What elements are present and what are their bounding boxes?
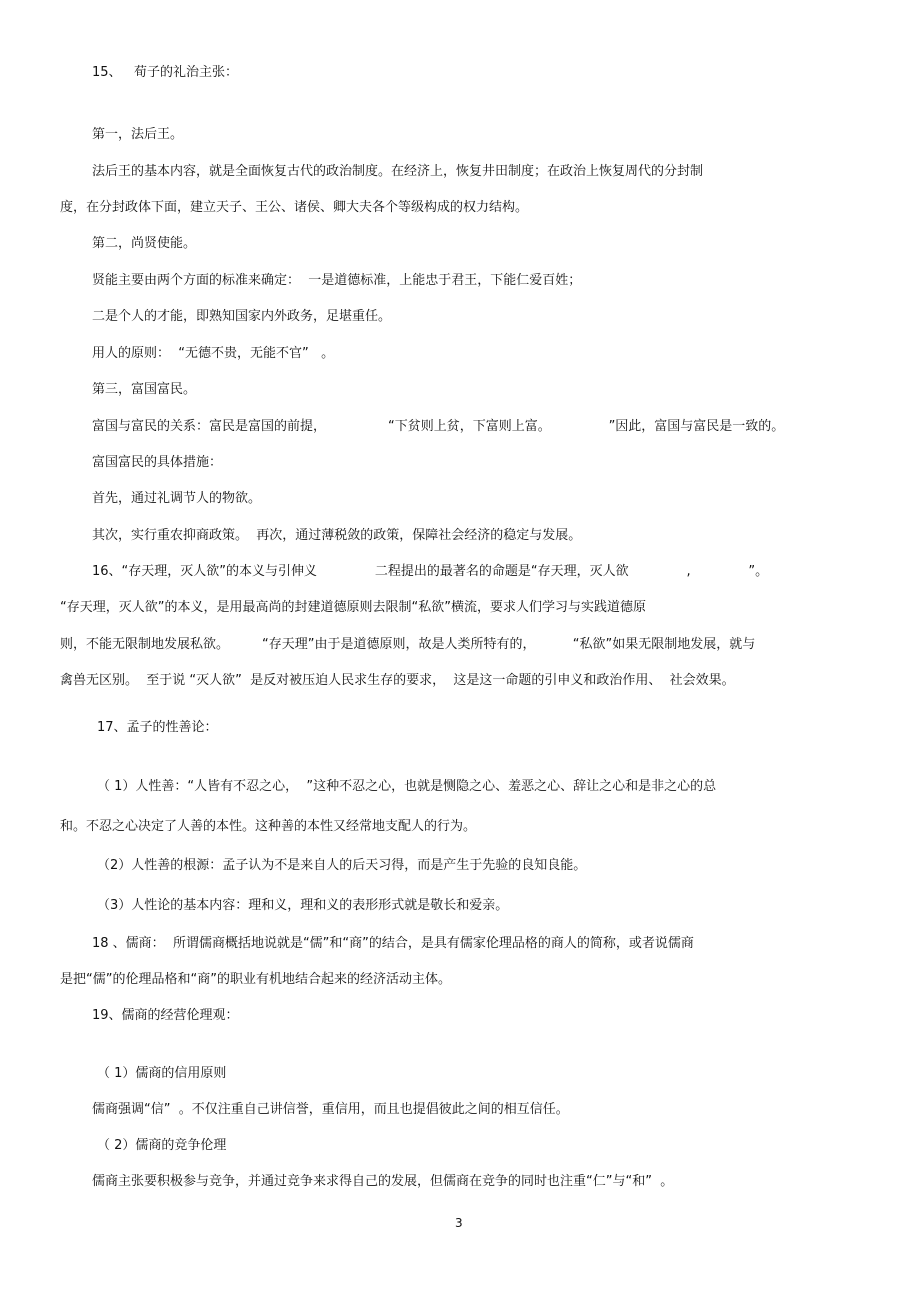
text-line: 儒商强调“信” 。不仅注重自己讲信誉，重信用，而且也提倡彼此之间的相互信任。	[92, 1102, 569, 1117]
text-line: “存天理，灭人欲”的本义，是用最高尚的封建道德原则去限制“私欲”横流，要求人们学习与实践道德原	[60, 600, 646, 615]
text-line: 富国与富民的关系：富民是富国的前提， “下贫则上贫，下富则上富。 ”因此，富国与富民是一致的。	[92, 419, 785, 434]
text-line: 第三，富国富民。	[92, 382, 197, 397]
text-line: 第一，法后王。	[92, 127, 184, 142]
text-line: 用人的原则： “无德不贵，无能不官” 。	[92, 346, 335, 361]
heading-16: 16、“存天理，灭人欲”的本义与引伸义 二程提出的最著名的命题是“存天理，灭人欲 , ”。	[92, 564, 769, 579]
text-line: （ 2）儒商的竞争伦理	[97, 1138, 227, 1153]
text-line: 二是个人的才能，即熟知国家内外政务，足堪重任。	[92, 309, 392, 324]
heading-17: 17、孟子的性善论：	[97, 720, 218, 735]
text-line: （ 1）人性善：“人皆有不忍之心， ”这种不忍之心，也就是恻隐之心、羞恶之心、辞让之心和是非之心的总	[97, 779, 717, 794]
text-line: 则，不能无限制地发展私欲。 “存天理”由于是道德原则，故是人类所特有的， “私欲”如果无限制地发展，就与	[60, 637, 756, 652]
text-line: 第二，尚贤使能。	[92, 236, 197, 251]
text-line: 儒商主张要积极参与竞争，并通过竞争来求得自己的发展，但儒商在竞争的同时也注重“仁”与“和” 。	[92, 1174, 674, 1189]
text-line: 法后王的基本内容，就是全面恢复古代的政治制度。在经济上，恢复井田制度；在政治上恢复周代的分封制	[92, 164, 704, 179]
text-line: （ 1）儒商的信用原则	[97, 1066, 227, 1081]
heading-18: 18 、儒商： 所谓儒商概括地说就是“儒”和“商”的结合，是具有儒家伦理品格的商人的简称，或者说儒商	[92, 936, 694, 951]
text-line: 度，在分封政体下面，建立天子、王公、诸侯、卿大夫各个等级构成的权力结构。	[60, 200, 529, 215]
text-line: （2）人性善的根源：孟子认为不是来自人的后天习得，而是产生于先验的良知良能。	[97, 858, 587, 873]
text-line: 禽兽无区别。 至于说 “灭人欲” 是反对被压迫人民求生存的要求， 这是这一命题的引申义和政治作用、 社会效果。	[60, 673, 735, 688]
page-number: 3	[455, 1216, 463, 1230]
heading-19: 19、儒商的经营伦理观：	[92, 1008, 239, 1023]
text-line: 富国富民的具体措施：	[92, 455, 223, 470]
text-line: （3）人性论的基本内容：理和义，理和义的表形形式就是敬长和爱亲。	[97, 898, 509, 913]
text-line: 和。不忍之心决定了人善的本性。这种善的本性又经常地支配人的行为。	[60, 819, 477, 834]
text-line: 首先，通过礼调节人的物欲。	[92, 491, 262, 506]
heading-15: 15、 荀子的礼治主张：	[92, 65, 238, 80]
text-line: 贤能主要由两个方面的标准来确定： 一是道德标准，上能忠于君王，下能仁爱百姓；	[92, 273, 582, 288]
text-line: 其次，实行重农抑商政策。 再次，通过薄税敛的政策，保障社会经济的稳定与发展。	[92, 528, 582, 543]
text-line: 是把“儒”的伦理品格和“商”的职业有机地结合起来的经济活动主体。	[60, 972, 451, 987]
